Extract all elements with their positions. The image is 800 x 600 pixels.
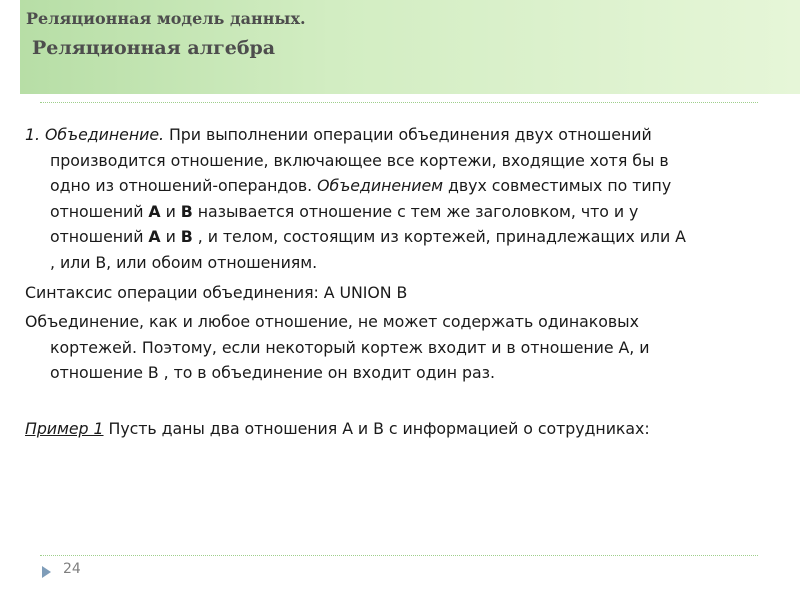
body-line (25, 122, 790, 148)
list-number: 1. (25, 125, 45, 144)
body-text: При выполнении операции объединения двух отношений (163, 125, 652, 144)
slide-header (20, 0, 800, 94)
body-text: , и телом, состоящим из кортежей, принадлежащих или А (192, 227, 686, 247)
body-text: и (160, 201, 181, 221)
body-text: и (160, 227, 181, 247)
body-line: Объединение, как и любое отношение, не может содержать одинаковых (25, 312, 639, 332)
slide-body (25, 122, 790, 442)
body-line: производится отношение, включающее все кортежи, входящие хотя бы в (50, 150, 669, 170)
term-union: Объединение. (44, 125, 164, 144)
body-text: двух совместимых по типу (443, 176, 672, 196)
body-text: называется отношение с тем же заголовком, что и у (192, 201, 639, 221)
bottom-divider (40, 555, 758, 556)
page-number: 24 (63, 561, 81, 577)
slide-title: Реляционная модель данных. (26, 9, 306, 28)
union-no-duplicates-paragraph (25, 309, 790, 386)
relation-b: B (180, 227, 193, 247)
relation-a: A (148, 201, 161, 221)
body-text: одно из отношений-операндов. (50, 176, 318, 196)
body-line: , или В, или обоим отношениям. (50, 252, 318, 272)
slide-subtitle: Реляционная алгебра (32, 37, 276, 59)
triangle-right-icon (42, 566, 51, 578)
union-definition-paragraph (25, 122, 790, 276)
body-line: кортежей. Поэтому, если некоторый кортеж входит и в отношение А, и (50, 337, 650, 357)
body-line (25, 224, 790, 250)
relation-a: A (148, 227, 161, 247)
example-line (25, 416, 790, 442)
top-divider (40, 102, 758, 103)
body-line (25, 199, 790, 225)
relation-b: B (180, 201, 193, 221)
body-line: отношение В , то в объединение он входит один раз. (50, 363, 495, 383)
body-text: отношений (50, 227, 149, 247)
example-text: Пусть даны два отношения А и В с информацией о сотрудниках: (103, 418, 650, 438)
example-label: Пример 1 (25, 418, 104, 438)
body-line (25, 173, 790, 199)
body-text: отношений (50, 201, 149, 221)
union-syntax-line: Синтаксис операции объединения: A UNION B (25, 282, 408, 302)
term-union-definition: Объединением (317, 176, 444, 196)
